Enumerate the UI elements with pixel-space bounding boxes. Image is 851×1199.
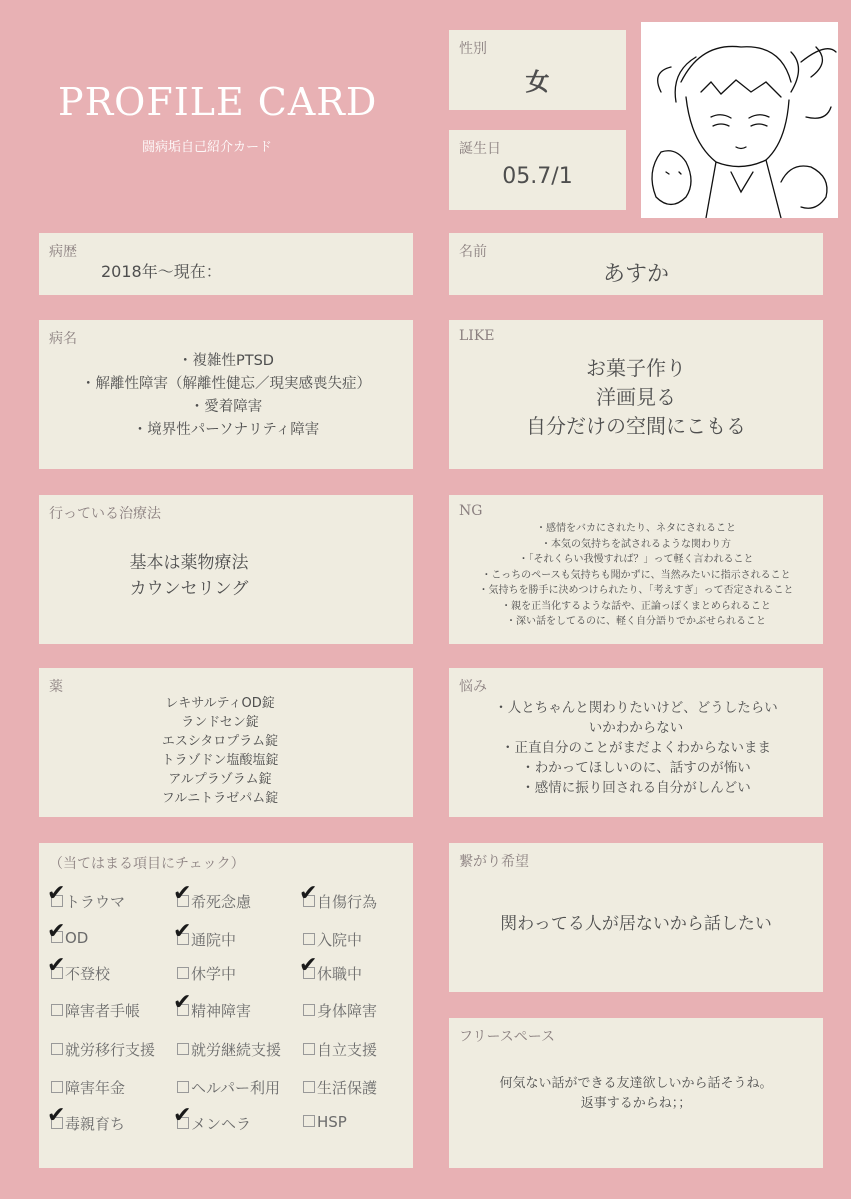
name-label: 名前 <box>459 244 487 260</box>
checkmark-icon: ✔ <box>299 881 318 906</box>
checklist-item[interactable] <box>47 881 126 912</box>
checkbox-icon[interactable] <box>303 933 315 945</box>
checklist-item-label: 不登校 <box>65 965 111 983</box>
treatment-line: 基本は薬物療法 <box>129 553 249 573</box>
checklist-item[interactable] <box>47 1103 126 1134</box>
checkmark-icon: ✔ <box>47 919 66 944</box>
diagnosis-label: 病名 <box>49 331 77 347</box>
like-label: LIKE <box>459 328 495 344</box>
checkmark-icon: ✔ <box>47 881 66 906</box>
free-box <box>449 1018 823 1168</box>
ng-label: NG <box>459 503 483 519</box>
checklist-item[interactable] <box>173 919 237 950</box>
history-value: 2018年〜現在： <box>101 262 222 281</box>
gender-value: 女 <box>525 68 550 96</box>
treatment-label: 行っている治療法 <box>49 506 161 522</box>
checklist-item-label: トラウマ <box>65 893 126 911</box>
ng-line: ・こっちのペースも気持ちも聞かずに、当然みたいに指示されること <box>481 569 791 581</box>
checkmark-icon: ✔ <box>47 1103 66 1128</box>
diagnosis-line: ・解離性障害（解離性健忘／現実感喪失症） <box>81 376 371 392</box>
checkbox-icon[interactable] <box>177 967 189 979</box>
checkmark-icon: ✔ <box>173 919 192 944</box>
ng-line: ・気持ちを勝手に決めつけられたり、「考えすぎ」って否定されること <box>478 585 794 596</box>
ng-line: ・感情をバカにされたり、ネタにされること <box>536 523 736 534</box>
checklist-item-label: 就労移行支援 <box>65 1041 156 1059</box>
medicine-lines <box>39 694 401 808</box>
medicine-label: 薬 <box>49 679 63 695</box>
checkmark-icon: ✔ <box>173 881 192 906</box>
diagnosis-lines <box>39 350 413 442</box>
worries-line: ・感情に振り回される自分がしんどい <box>521 780 751 796</box>
checklist-item[interactable] <box>51 1077 125 1098</box>
checklist-item[interactable] <box>173 881 252 912</box>
free-line: 返事するからね；； <box>580 1096 692 1111</box>
like-box <box>449 320 823 469</box>
diagnosis-box <box>39 320 413 469</box>
checkbox-icon[interactable] <box>303 1043 315 1055</box>
checklist-item-label: HSP <box>317 1113 347 1131</box>
history-box <box>39 233 413 295</box>
checkbox-icon[interactable] <box>303 1115 315 1127</box>
checklist-label: （当てはまる項目にチェック） <box>49 856 245 872</box>
checklist-item-label: 毒親育ち <box>65 1115 126 1133</box>
like-line: 自分だけの空間にこもる <box>526 414 746 438</box>
checkmark-icon: ✔ <box>299 953 318 978</box>
connect-label: 繋がり希望 <box>459 854 529 870</box>
treatment-line: カウンセリング <box>129 579 249 599</box>
checklist-item[interactable] <box>47 953 111 984</box>
checklist-item[interactable] <box>303 929 362 950</box>
checklist-item[interactable] <box>303 1000 377 1021</box>
gender-label: 性別 <box>459 41 487 57</box>
checklist-item-label: 生活保護 <box>317 1079 378 1097</box>
checkbox-icon[interactable] <box>177 1081 189 1093</box>
checkbox-icon[interactable] <box>51 1043 63 1055</box>
gender-box <box>449 30 626 110</box>
checklist-item[interactable] <box>303 1039 377 1060</box>
free-line: 何気ない話ができる友達欲しいから話そうね。 <box>499 1076 773 1091</box>
checklist-box <box>39 843 413 1168</box>
free-lines <box>449 1074 823 1114</box>
checklist-item-label: メンヘラ <box>191 1115 252 1133</box>
checkmark-icon: ✔ <box>47 953 66 978</box>
checklist-item[interactable] <box>51 1000 140 1021</box>
checkbox-icon[interactable] <box>303 1004 315 1016</box>
worries-line: ・正直自分のことがまだよくわからないまま <box>501 740 771 756</box>
checklist-item-label: 障害年金 <box>65 1079 126 1097</box>
checkmark-icon: ✔ <box>173 1103 192 1128</box>
checklist-item-label: 休職中 <box>317 965 363 983</box>
checklist-item-label: 通院中 <box>191 931 237 949</box>
name-box <box>449 233 823 295</box>
checklist-item-label: 自傷行為 <box>317 893 378 911</box>
checklist-item[interactable] <box>177 1039 281 1060</box>
medicine-line: レキサルティOD錠 <box>165 696 275 711</box>
checklist-item-label: 身体障害 <box>317 1002 378 1020</box>
portrait-sketch <box>641 22 838 218</box>
history-label: 病歴 <box>49 244 77 260</box>
ng-line: ・深い話をしてるのに、軽く自分語りでかぶせられること <box>506 616 766 627</box>
name-value: あすか <box>602 262 669 287</box>
checklist-item[interactable] <box>51 1039 155 1060</box>
checklist-item[interactable] <box>177 963 236 984</box>
checkbox-icon[interactable] <box>303 1081 315 1093</box>
checklist-item[interactable] <box>303 1113 347 1131</box>
checklist-item[interactable] <box>47 919 89 947</box>
birthday-label: 誕生日 <box>459 141 501 157</box>
worries-line: ・わかってほしいのに、話すのが怖い <box>521 760 751 776</box>
checkbox-icon[interactable] <box>51 1004 63 1016</box>
checklist-item-label: 精神障害 <box>191 1002 252 1020</box>
checklist-item-label: 休学中 <box>191 965 237 983</box>
checkbox-icon[interactable] <box>51 1081 63 1093</box>
worries-line: いかわからない <box>588 720 684 736</box>
checklist-item[interactable] <box>173 990 252 1021</box>
checklist-item-label: OD <box>65 929 89 947</box>
checklist-item[interactable] <box>299 881 378 912</box>
birthday-value: 05.7/1 <box>502 164 573 189</box>
connect-value: 関わってる人が居ないから話したい <box>500 914 772 934</box>
birthday-box <box>449 130 626 210</box>
ng-line: ・本気の気持ちを試されるような関わり方 <box>541 538 731 550</box>
medicine-line: アルプラゾラム錠 <box>168 772 272 787</box>
checklist-item-label: 自立支援 <box>317 1041 378 1059</box>
checklist-item-label: 就労継続支援 <box>191 1041 282 1059</box>
diagnosis-line: ・複雑性PTSD <box>178 353 274 369</box>
treatment-lines <box>39 550 339 602</box>
medicine-line: エスシタロプラム錠 <box>161 734 279 749</box>
worries-box <box>449 668 823 817</box>
like-line: お菓子作り <box>586 356 686 380</box>
diagnosis-line: ・境界性パーソナリティ障害 <box>132 422 320 438</box>
checklist-item-label: 入院中 <box>317 931 363 949</box>
medicine-line: トラゾドン塩酸塩錠 <box>161 753 279 768</box>
checkbox-icon[interactable] <box>177 1043 189 1055</box>
worries-lines <box>449 698 823 798</box>
worries-label: 悩み <box>459 679 487 695</box>
connect-box <box>449 843 823 992</box>
like-line: 洋画見る <box>596 385 676 409</box>
diagnosis-line: ・愛着障害 <box>189 399 263 415</box>
ng-line: ・「それくらい我慢すれば？」って軽く言われること <box>518 554 754 565</box>
worries-line: ・人とちゃんと関わりたいけど、どうしたらい <box>494 700 778 716</box>
checklist-item[interactable] <box>299 953 363 984</box>
ng-box <box>449 495 823 644</box>
page-subtitle: 闘病垢自己紹介カード <box>142 140 273 155</box>
medicine-box <box>39 668 413 817</box>
ng-line: ・親を正当化するような話や、正論っぽくまとめられること <box>501 600 771 612</box>
medicine-line: フルニトラゼパム錠 <box>161 791 279 806</box>
sketch-drawing <box>641 22 838 218</box>
checklist-item-label: ヘルパー利用 <box>191 1079 280 1097</box>
free-label: フリースペース <box>459 1029 556 1045</box>
checklist-item[interactable] <box>173 1103 252 1134</box>
checklist-item-label: 障害者手帳 <box>65 1002 141 1020</box>
checklist-item-label: 希死念慮 <box>191 893 252 911</box>
ng-lines <box>449 521 823 630</box>
medicine-line: ランドセン錠 <box>181 715 259 730</box>
treatment-box <box>39 495 413 644</box>
checklist-item[interactable] <box>177 1077 280 1098</box>
like-lines <box>449 354 823 441</box>
page-title: PROFILE CARD <box>58 80 378 124</box>
checklist-item[interactable] <box>303 1077 377 1098</box>
checkmark-icon: ✔ <box>173 990 192 1015</box>
